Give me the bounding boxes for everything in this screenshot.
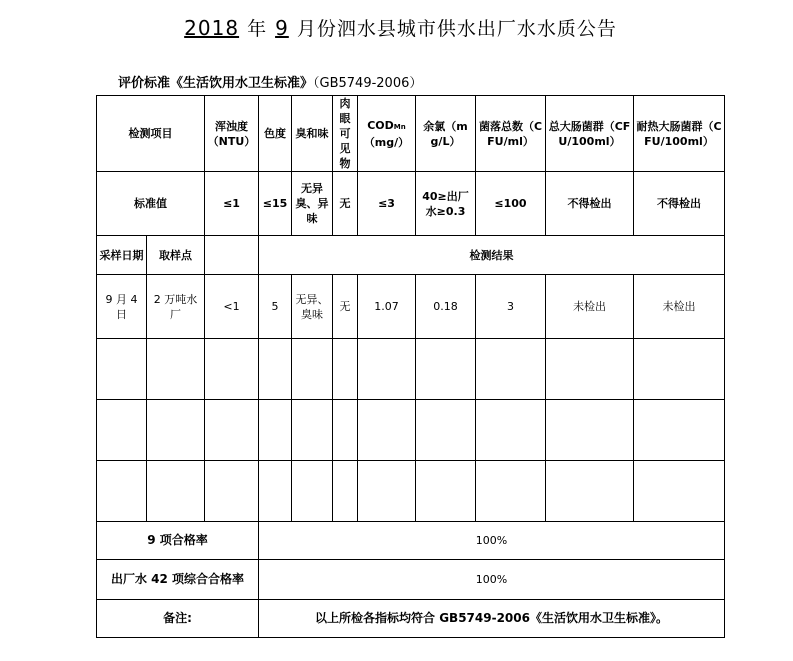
page-title: [0, 14, 793, 41]
sample-chlorine: 0.18: [416, 275, 476, 339]
empty-cell: [634, 400, 725, 461]
standard-label: 评价标准《生活饮用水卫生标准》: [118, 76, 314, 91]
empty-cell: [333, 339, 358, 400]
nine-item-value: 100%: [259, 522, 725, 560]
empty-cell: [634, 461, 725, 522]
empty-cell: [546, 339, 634, 400]
empty-cell: [476, 339, 546, 400]
empty-cell: [205, 461, 259, 522]
header-cod-sub: Mn: [393, 122, 406, 131]
empty-cell: [147, 339, 205, 400]
empty-cell: [634, 339, 725, 400]
sample-turbidity: <1: [205, 275, 259, 339]
empty-cell: [205, 400, 259, 461]
sample-date-header: 采样日期: [97, 236, 147, 275]
sample-point: 2 万吨水厂: [147, 275, 205, 339]
header-odor: 臭和味: [292, 96, 333, 172]
empty-cell: [292, 339, 333, 400]
standard-thermo: 不得检出: [634, 172, 725, 236]
header-item: 检测项目: [97, 96, 205, 172]
sample-row: [97, 275, 725, 339]
sample-point-header: 取样点: [147, 236, 205, 275]
empty-cell: [97, 400, 147, 461]
sample-bacteria: 3: [476, 275, 546, 339]
empty-cell: [97, 461, 147, 522]
empty-cell: [546, 461, 634, 522]
overall-label: 出厂水 42 项综合合格率: [97, 560, 259, 600]
standard-visible: 无: [333, 172, 358, 236]
title-year: 2018: [184, 16, 240, 40]
empty-cell: [476, 461, 546, 522]
header-turbidity: 浑浊度（NTU）: [205, 96, 259, 172]
empty-cell: [546, 400, 634, 461]
remark-label: 备注:: [97, 600, 259, 638]
empty-cell: [358, 339, 416, 400]
sample-header-row: [97, 236, 725, 275]
empty-cell: [205, 339, 259, 400]
nine-item-label: 9 项合格率: [97, 522, 259, 560]
remark-value: 以上所检各指标均符合 GB5749-2006《生活饮用水卫生标准》。: [259, 600, 725, 638]
empty-cell: [416, 461, 476, 522]
title-rest: 月份泗水县城市供水出厂水水质公告: [296, 18, 617, 40]
header-chlorine: 余氯（mg/L）: [416, 96, 476, 172]
header-cod-label: COD: [367, 118, 394, 132]
header-bacteria: 菌落总数（CFU/ml）: [476, 96, 546, 172]
standard-code: （GB5749-2006）: [313, 76, 423, 91]
header-visible: 肉眼可见物: [333, 96, 358, 172]
standard-turbidity: ≤1: [205, 172, 259, 236]
standard-row-label: 标准值: [97, 172, 205, 236]
remark-row: [97, 600, 725, 638]
empty-row: [97, 400, 725, 461]
standard-color: ≤15: [259, 172, 292, 236]
empty-cell: [358, 400, 416, 461]
header-coliform: 总大肠菌群（CFU/100ml）: [546, 96, 634, 172]
empty-cell: [292, 461, 333, 522]
sample-color: 5: [259, 275, 292, 339]
header-cod-unit: （mg/）: [363, 135, 410, 149]
empty-cell: [97, 339, 147, 400]
title-month: 9: [275, 16, 289, 40]
empty-cell: [333, 461, 358, 522]
standard-coliform: 不得检出: [546, 172, 634, 236]
header-cod: [358, 96, 416, 172]
standard-row: [97, 172, 725, 236]
empty-cell: [259, 400, 292, 461]
header-thermo: 耐热大肠菌群（CFU/100ml）: [634, 96, 725, 172]
evaluation-standard: [118, 72, 422, 91]
sample-cod: 1.07: [358, 275, 416, 339]
blank-cell: [205, 236, 259, 275]
overall-row: [97, 560, 725, 600]
sample-date: 9 月 4 日: [97, 275, 147, 339]
header-row: [97, 96, 725, 172]
sample-thermo: 未检出: [634, 275, 725, 339]
empty-row: [97, 461, 725, 522]
standard-bacteria: ≤100: [476, 172, 546, 236]
header-color: 色度: [259, 96, 292, 172]
nine-item-row: [97, 522, 725, 560]
empty-cell: [476, 400, 546, 461]
empty-cell: [147, 461, 205, 522]
empty-cell: [416, 400, 476, 461]
empty-cell: [292, 400, 333, 461]
empty-row: [97, 339, 725, 400]
empty-cell: [358, 461, 416, 522]
standard-chlorine: 40≥出厂水≥0.3: [416, 172, 476, 236]
standard-cod: ≤3: [358, 172, 416, 236]
empty-cell: [416, 339, 476, 400]
water-quality-table: [96, 95, 725, 638]
overall-value: 100%: [259, 560, 725, 600]
empty-cell: [333, 400, 358, 461]
standard-odor: 无异臭、异味: [292, 172, 333, 236]
sample-coliform: 未检出: [546, 275, 634, 339]
sample-visible: 无: [333, 275, 358, 339]
empty-cell: [259, 461, 292, 522]
results-header: 检测结果: [259, 236, 725, 275]
title-year-suffix: 年: [247, 18, 268, 40]
empty-cell: [259, 339, 292, 400]
sample-odor: 无异、臭味: [292, 275, 333, 339]
empty-cell: [147, 400, 205, 461]
